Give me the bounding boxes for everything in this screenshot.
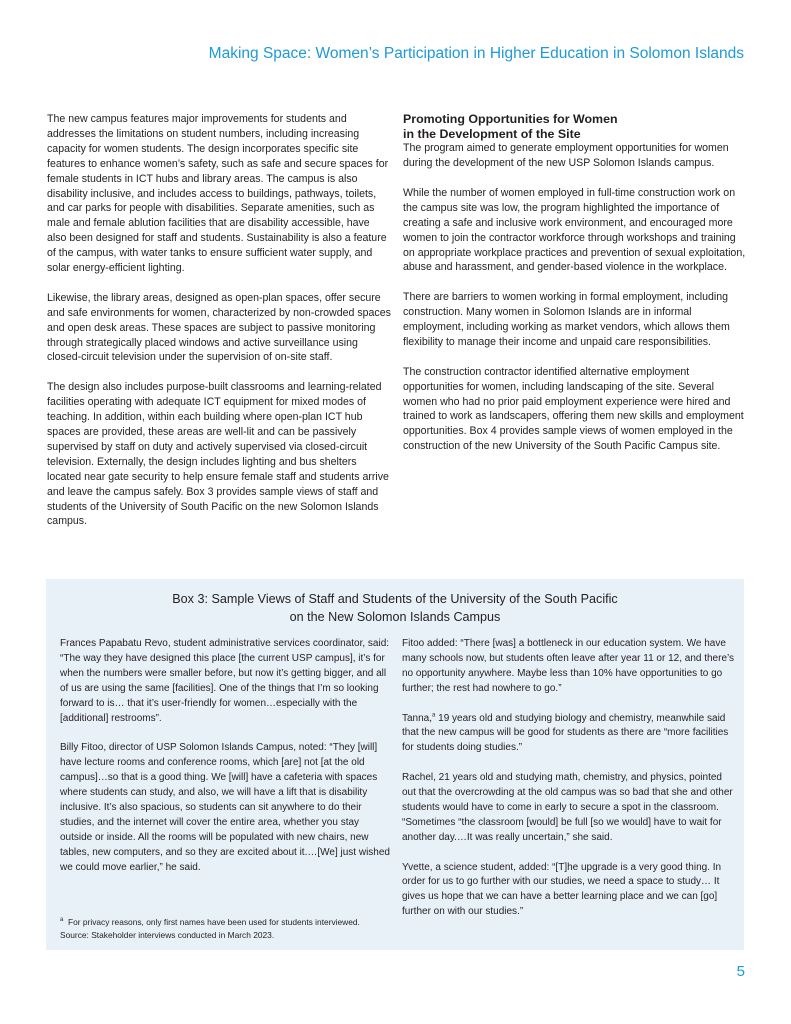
section-heading-line1: Promoting Opportunities for Women — [403, 112, 618, 126]
running-header: Making Space: Women’s Participation in Higher Education in Solomon Islands — [208, 45, 744, 62]
paragraph: There are barriers to women working in formal employment, including construction. Many women in Solomon Islands are in informal employment, including working as market vendors, which allows them flexibility to manage their income and unpaid care responsibilities. — [403, 291, 730, 348]
box-title — [46, 591, 744, 626]
quote-paragraph: Rachel, 21 years old and studying math, chemistry, and physics, pointed out that the overcrowding at the old campus was so bad that she and other students would have to come in early to secure a spot in the classroom. “Sometimes “the classroom [would] be full [so we would] have to wait for another day.…It was really uncertain,” she said. — [402, 772, 733, 843]
quote-paragraph: Fitoo added: “There [was] a bottleneck in our education system. We have many schools now, but students often leave after year 11 or 12, and there’s no opportunity anywhere. Maybe less than 10% have opportunities to go further; the rest had nowhere to go.” — [402, 638, 735, 694]
page-number: 5 — [736, 963, 745, 980]
quote-text: 19 years old and studying biology and chemistry, meanwhile said that the new campus will be good for students as there are “more facilities for students doing studies.” — [402, 712, 729, 754]
footnote — [60, 916, 360, 929]
left-column — [47, 112, 392, 529]
paragraph: While the number of women employed in full-time construction work on the campus site was low, the program highlighted the importance of creating a safe and inclusive work environment, and encouraged more women to join the contractor workforce through workshops and training on appropriate workplace practices and prevention of sexual exploitation, abuse and harassment, and gender-based violence in the workplace. — [403, 186, 746, 274]
footnote-marker: a — [432, 712, 436, 719]
paragraph: The construction contractor identified alternative employment opportunities for women, including landscaping of the site. Several women who had no prior paid employment experience were hired and trained to work as landscapers, offering them new skills and employment opportunities. Box 4 provides sample views of women employed in the construction of the new University of the South Pacific Campus site. — [403, 365, 744, 453]
quote-paragraph: Yvette, a science student, added: “[T]he upgrade is a very good thing. In order for us to go further with our studies, we need a space to study… It gives us hope that we can have a better learning place and we can [go] further on with our studies.” — [402, 861, 722, 918]
quote-paragraph — [402, 712, 737, 757]
footnote-text: For privacy reasons, only first names have been used for students interviewed. — [68, 917, 360, 927]
box-3 — [46, 579, 744, 950]
source-note: Source: Stakeholder interviews conducted in March 2023. — [60, 930, 275, 940]
box-title-line1: Box 3: Sample Views of Staff and Students of the University of the South Pacific — [172, 592, 618, 606]
student-name: Tanna, — [402, 712, 433, 724]
right-column — [403, 112, 748, 454]
box-notes — [60, 916, 360, 942]
box-title-line2: on the New Solomon Islands Campus — [289, 609, 501, 624]
box-left-column — [60, 637, 392, 875]
footnote-marker: a — [60, 917, 64, 924]
paragraph: Likewise, the library areas, designed as open-plan spaces, offer secure and safe environments for women, characterized by non-crowded spaces and open desk areas. These spaces are subject to passive monitoring through strategically placed windows and active surveillance using closed-circuit television under the supervision of on-site staff. — [47, 291, 391, 364]
section-heading-line2: in the Development of the Site — [403, 126, 581, 141]
box-right-column — [402, 637, 737, 920]
paragraph: The design also includes purpose-built classrooms and learning-related facilities operating with adequate ICT equipment for mixed modes of teaching. In addition, within each building where open-plan ICT hub spaces are provided, these areas are well-lit and can be passively supervised by staff on duty and actively supervised via closed-circuit television. Externally, the design includes lighting and bus shelters located near gate security to help ensure female staff and students arrive and leave the campus safely. Box 3 provides sample views of staff and students of the University of South Pacific on the new Solomon Islands campus. — [47, 381, 389, 528]
section-heading — [403, 112, 748, 141]
paragraph: The new campus features major improvements for students and addresses the limitations on student numbers, including increasing capacity for women students. The design incorporates specific site features to enhance women’s safety, such as safe and secure spaces for female students in ICT hubs and library areas. The campus is also disability inclusive, and includes access to buildings, pathways, toilets, and car parks for people with disabilities. Separate amenities, such as male and female ablution facilities that are disability accessible, have also been designed for staff and students. Sustainability is also a feature of the campus, with water tanks to ensure sufficient water supply, and solar energy-efficient lighting. — [47, 113, 389, 275]
quote-paragraph: Billy Fitoo, director of USP Solomon Islands Campus, noted: “They [will] have lecture rooms and conference rooms, which [are] not [at the old campus]…so that is a good thing. We [will] have a cafeteria with spaces where students can study, and also, we will have a lift that is disability inclusive. It’s also spacious, so students can sit anywhere to do their studies, and the internet will cover the entire area, whether you stay outside or inside. All the rooms will be populated with new chairs, new tables, new computers, and so they are excited about it.…[We] just wished we could move earlier,” he said. — [60, 742, 390, 873]
paragraph: The program aimed to generate employment opportunities for women during the development of the new USP Solomon Islands campus. — [403, 142, 729, 170]
quote-paragraph: Frances Papabatu Revo, student administrative services coordinator, said: “The way they have designed this place [the current USP campus], it’s for when the numbers were smaller before, but now it’s getting bigger, and all of us are using the same [facilities]. One of the things that I’m so looking forward to is… that it’s user-friendly for women…especially with the [additional] restrooms”. — [60, 638, 390, 724]
